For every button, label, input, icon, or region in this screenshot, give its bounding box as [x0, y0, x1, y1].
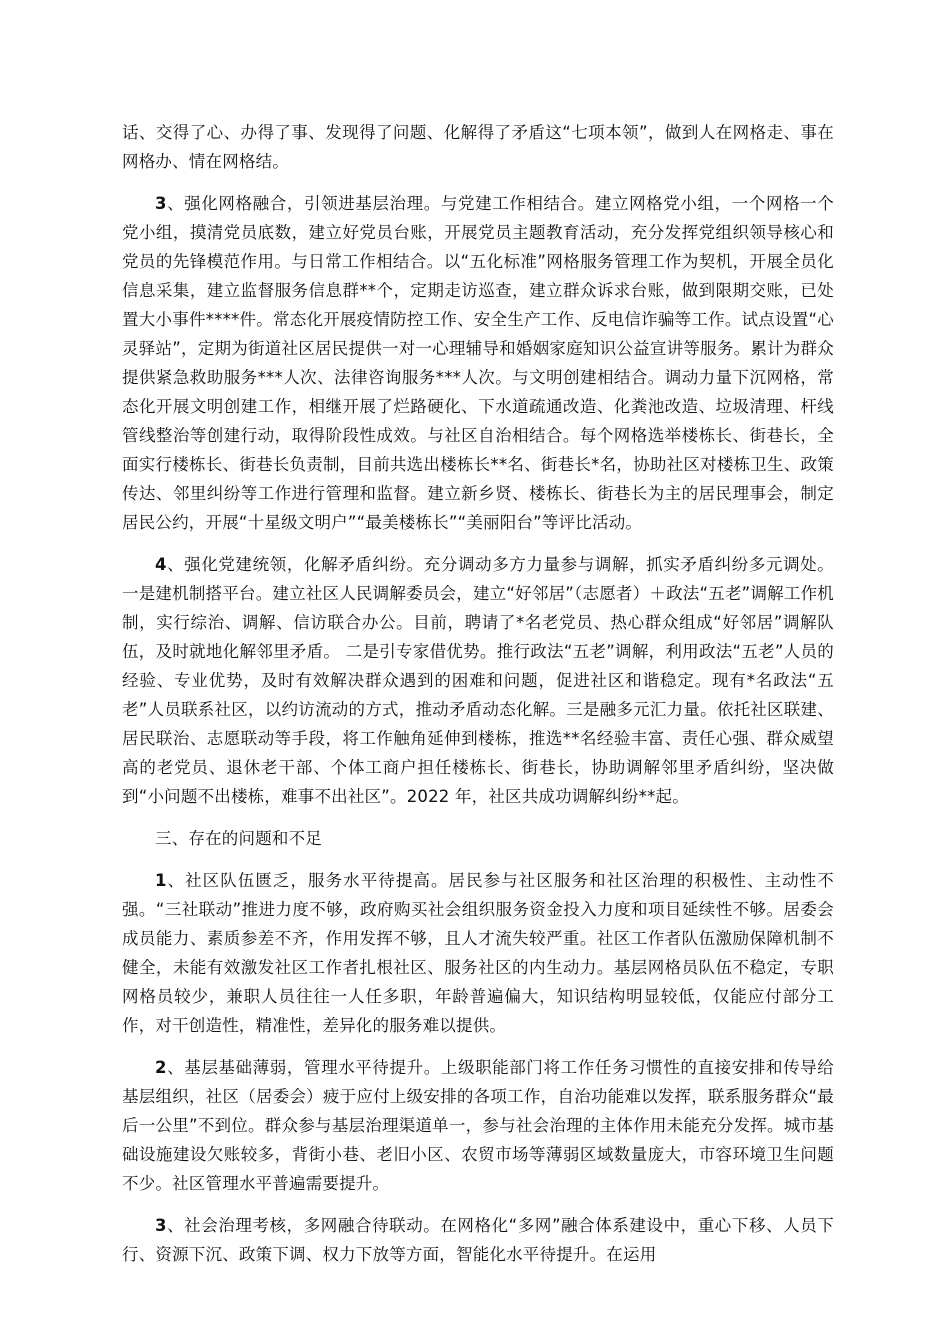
paragraph-text: 、社会治理考核，多网融合待联动。在网格化“多网”融合体系建设中，重心下移、人员下行、资源下沉、政策下调、权力下放等方面，智能化水平待提升。在运用 [122, 1216, 834, 1264]
paragraph-continuation [122, 118, 834, 176]
paragraph-text: 、社区队伍匮乏，服务水平待提高。居民参与社区服务和社区治理的积极性、主动性不强。“三社联动”推进力度不够，政府购买社会组织服务资金投入力度和项目延续性不够。居委会成员能力、素质参差不齐，作用发挥不够，且人才流失较严重。社区工作者队伍激励保障机制不健全，未能有效激发社区工作者扎根社区、服务社区的内生动力。基层网格员队伍不稳定，专职网格员较少，兼职人员往往一人任多职，年龄普遍偏大，知识结构明显较低，仅能应付部分工作，对干创造性，精准性，差异化的服务难以提供。 [122, 871, 834, 1035]
document-page [122, 118, 834, 1269]
paragraph-text: 、基层基础薄弱，管理水平待提升。上级职能部门将工作任务习惯性的直接安排和传导给基层组织，社区（居委会）疲于应付上级安排的各项工作，自治功能难以发挥，联系服务群众“最后一公里”不到位。群众参与基层治理渠道单一，参与社会治理的主体作用未能充分发挥。城市基础设施建设欠账较多，背街小巷、老旧小区、农贸市场等薄弱区域数量庞大，市容环境卫生问题不少。社区管理水平普遍需要提升。 [122, 1058, 834, 1193]
paragraph-issue-3 [122, 1211, 834, 1269]
paragraph-item-3 [122, 189, 834, 537]
section-heading [122, 824, 834, 853]
item-number: 3 [155, 194, 167, 213]
item-number: 3 [155, 1216, 167, 1235]
paragraph-item-4 [122, 550, 834, 811]
paragraph-text: 、强化党建统领，化解矛盾纠纷。充分调动多方力量参与调解，抓实矛盾纠纷多元调处。一是建机制搭平台。建立社区人民调解委员会，建立“好邻居”（志愿者）＋政法“五老”调解工作机制，实行综治、调解、信访联合办公。目前，聘请了*名老党员、热心群众组成“好邻居”调解队伍，及时就地化解邻里矛盾。 二是引专家借优势。推行政法“五老”调解，利用政法“五老”人员的经验、专业优势，及时有效解决群众遇到的困难和问题，促进社区和谐稳定。现有*名政法“五老”人员联系社区，以约访流动的方式，推动矛盾动态化解。三是融多元汇力量。依托社区联建、居民联治、志愿联动等手段，将工作触角延伸到楼栋，推选**名经验丰富、责任心强、群众威望高的老党员、退休老干部、个体工商户担任楼栋长、街巷长，协助调解邻里矛盾纠纷，坚决做到“小问题不出楼栋，难事不出社区”。2022 年，社区共成功调解纠纷**起。 [122, 555, 834, 806]
item-number: 4 [155, 555, 167, 574]
item-number: 1 [155, 871, 167, 890]
paragraph-text: 话、交得了心、办得了事、发现得了问题、化解得了矛盾这“七项本领”，做到人在网格走、事在网格办、情在网格结。 [122, 123, 834, 171]
paragraph-issue-2 [122, 1053, 834, 1198]
section-heading-text: 三、存在的问题和不足 [155, 829, 322, 848]
paragraph-issue-1 [122, 866, 834, 1040]
paragraph-text: 、强化网格融合，引领进基层治理。与党建工作相结合。建立网格党小组，一个网格一个党小组，摸清党员底数，建立好党员台账，开展党员主题教育活动，充分发挥党组织领导核心和党员的先锋模范作用。与日常工作相结合。以“五化标准”网格服务管理工作为契机，开展全员化信息采集，建立监督服务信息群**个，定期走访巡查，建立群众诉求台账，做到限期交账，已处置大小事件****件。常态化开展疫情防控工作、安全生产工作、反电信诈骗等工作。试点设置“心灵驿站”，定期为街道社区居民提供一对一心理辅导和婚姻家庭知识公益宣讲等服务。累计为群众提供紧急救助服务***人次、法律咨询服务***人次。与文明创建相结合。调动力量下沉网格，常态化开展文明创建工作，相继开展了烂路硬化、下水道疏通改造、化粪池改造、垃圾清理、杆线管线整治等创建行动，取得阶段性成效。与社区自治相结合。每个网格选举楼栋长、街巷长，全面实行楼栋长、街巷长负责制，目前共选出楼栋长**名、街巷长*名，协助社区对楼栋卫生、政策传达、邻里纠纷等工作进行管理和监督。建立新乡贤、楼栋长、街巷长为主的居民理事会，制定居民公约，开展“十星级文明户”“最美楼栋长”“美丽阳台”等评比活动。 [122, 194, 834, 532]
item-number: 2 [155, 1058, 167, 1077]
